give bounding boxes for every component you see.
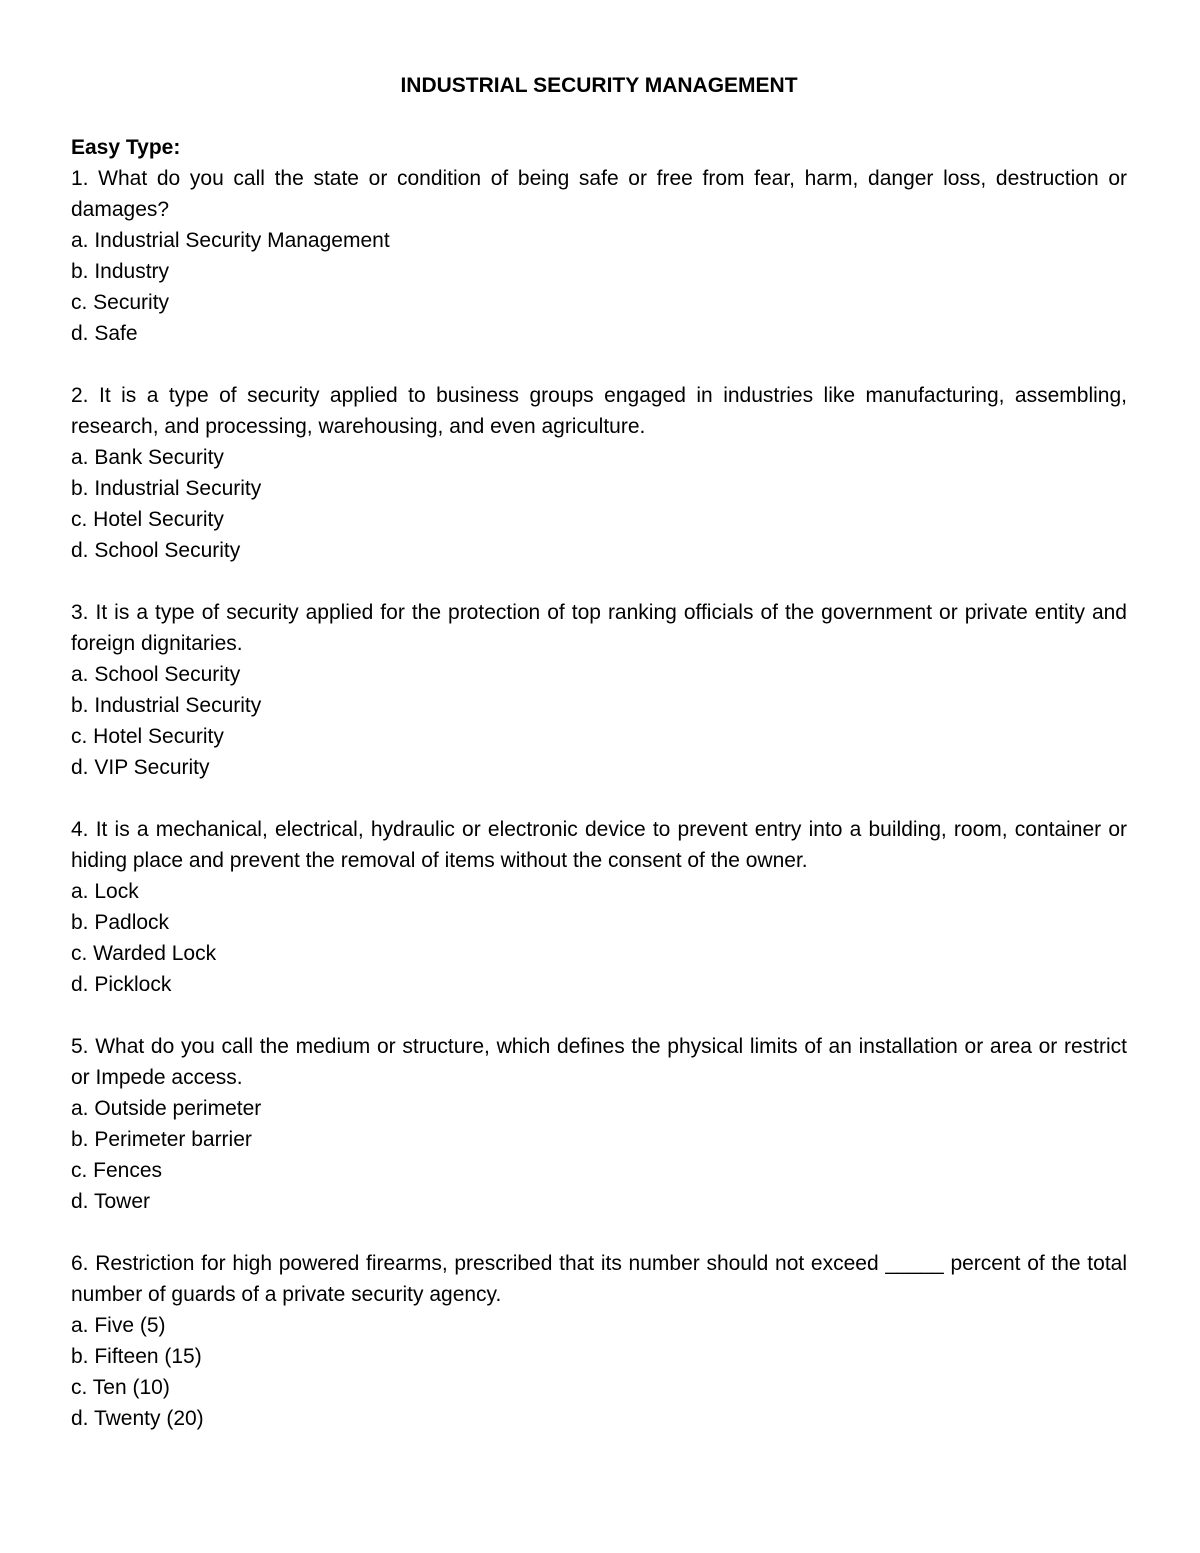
answer-option-d: d. Picklock [71,973,172,996]
answer-option-a: a. Bank Security [71,446,224,469]
answer-option-d: d. Safe [71,322,138,345]
answer-option-d: d. Tower [71,1190,150,1213]
question-spacer [71,783,1127,814]
question-spacer [71,1000,1127,1031]
answer-option-d: d. VIP Security [71,756,210,779]
question-stem: 3. It is a type of security applied for the protection of top ranking officials of the government or private entity and foreign dignitaries. [71,601,1127,655]
question-spacer [71,349,1127,380]
question-6 [71,1248,1127,1434]
answer-option-a: a. Industrial Security Management [71,229,390,252]
document-page [71,70,1127,1434]
answer-option-a: a. Five (5) [71,1314,166,1337]
answer-option-d: d. School Security [71,539,241,562]
answer-option-a: a. School Security [71,663,241,686]
question-stem: 1. What do you call the state or condition of being safe or free from fear, harm, danger loss, destruction or damages? [71,167,1127,221]
question-4 [71,814,1127,1000]
answer-option-c: c. Fences [71,1159,163,1182]
answer-option-c: c. Security [71,291,170,314]
answer-option-d: d. Twenty (20) [71,1407,204,1430]
question-stem: 6. Restriction for high powered firearms, prescribed that its number should not exceed _____ percent of the total number of guards of a private security agency. [71,1252,1127,1306]
answer-option-c: c. Hotel Security [71,725,224,748]
question-3 [71,597,1127,783]
question-spacer [71,566,1127,597]
document-title: INDUSTRIAL SECURITY MANAGEMENT [400,74,798,97]
answer-option-c: c. Hotel Security [71,508,224,531]
question-1 [71,163,1127,349]
answer-option-b: b. Industry [71,260,170,283]
answer-option-b: b. Industrial Security [71,477,262,500]
question-stem: 2. It is a type of security applied to business groups engaged in industries like manufacturing, assembling, research, and processing, warehousing, and even agriculture. [71,384,1127,438]
answer-option-b: b. Industrial Security [71,694,262,717]
question-stem: 5. What do you call the medium or structure, which defines the physical limits of an installation or area or restrict or Impede access. [71,1035,1127,1089]
answer-option-a: a. Outside perimeter [71,1097,262,1120]
question-stem: 4. It is a mechanical, electrical, hydraulic or electronic device to prevent entry into a building, room, container or hiding place and prevent the removal of items without the consent of the owner. [71,818,1127,872]
question-5 [71,1031,1127,1217]
question-spacer [71,1217,1127,1248]
question-2 [71,380,1127,566]
answer-option-a: a. Lock [71,880,139,903]
answer-option-c: c. Ten (10) [71,1376,170,1399]
answer-option-b: b. Fifteen (15) [71,1345,202,1368]
answer-option-c: c. Warded Lock [71,942,217,965]
section-heading: Easy Type: [71,136,181,159]
answer-option-b: b. Perimeter barrier [71,1128,252,1151]
answer-option-b: b. Padlock [71,911,170,934]
